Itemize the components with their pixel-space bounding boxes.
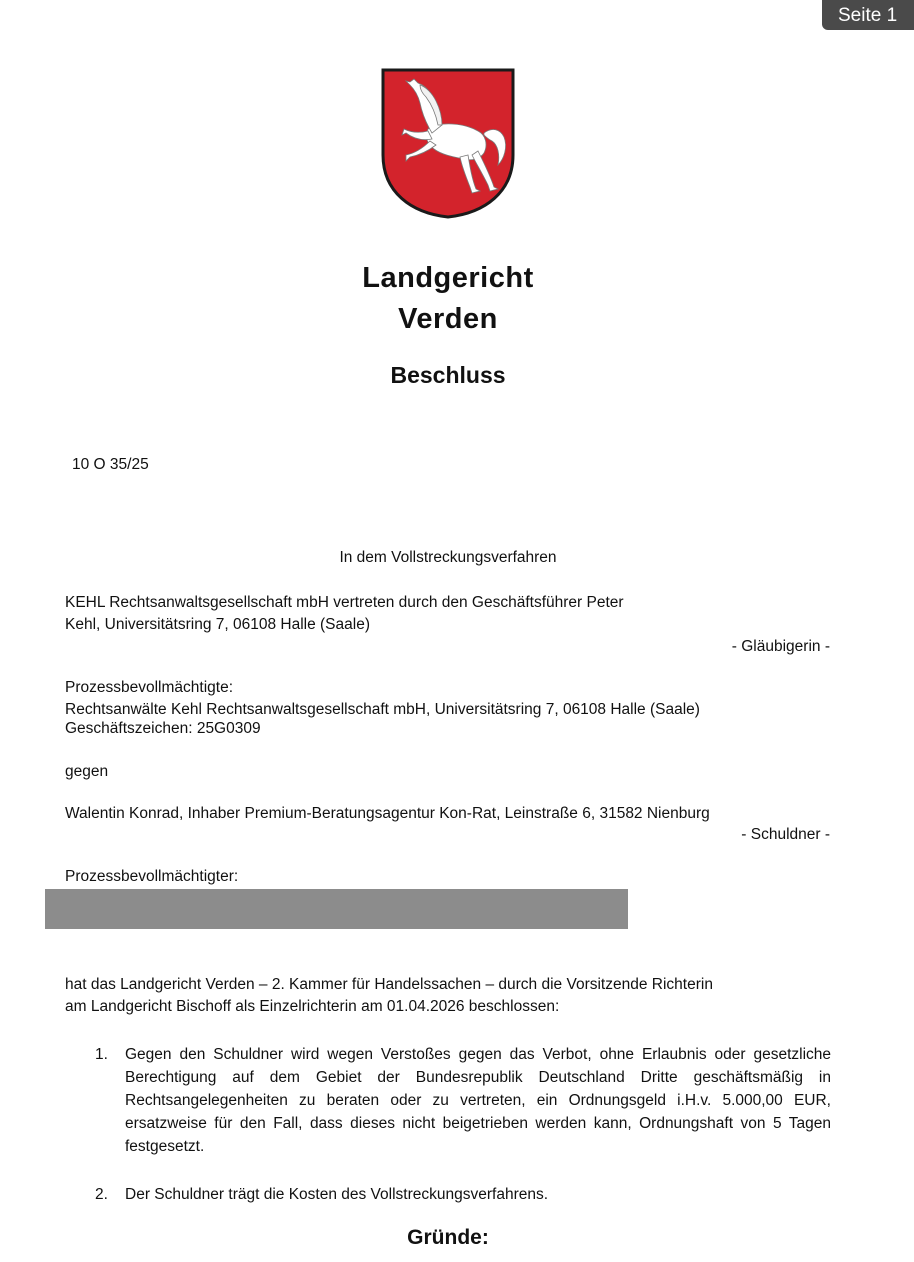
redacted-block [45,889,628,929]
case-number: 10 O 35/25 [72,456,149,473]
creditor-role: - Gläubigerin - [731,638,830,655]
list-item [95,1043,831,1158]
creditor-counsel-label: Prozessbevollmächtigte: [65,679,233,696]
document-title: Beschluss [390,362,506,388]
list-item-number: 1. [95,1046,108,1063]
against-label: gegen [65,763,109,780]
debtor-role: - Schuldner - [741,826,830,843]
ruling-paragraph [65,974,831,1018]
creditor-counsel-line1: Rechtsanwälte Kehl Rechtsanwaltsgesellschaft mbH, Universitätsring 7, 06108 Halle (Saale) [65,701,700,718]
creditor-counsel-reference: Geschäftszeichen: 25G0309 [65,720,261,737]
creditor-line1: KEHL Rechtsanwaltsgesellschaft mbH vertreten durch den Geschäftsführer Peter [65,594,624,611]
reasons-heading: Gründe: [407,1226,489,1249]
list-item-text: Gegen den Schuldner wird wegen Verstoßes gegen das Verbot, ohne Erlaubnis oder gesetzliche Berechtigung auf dem Gebiet der Bundesrepublik Deutschland Dritte geschäftsmäßig in Rechtsangelegenheiten zu beraten oder zu vertreten, ein Ordnungsgeld i.H.v. 5.000,00 EUR, ersatzweise für den Fall, dass dieses nicht beigetrieben werden kann, Ordnungshaft von 5 Tagen festgesetzt. [125,1046,831,1155]
ruling-line1: hat das Landgericht Verden – 2. Kammer für Handelssachen – durch die Vorsitzende Richterin [65,976,713,993]
debtor-line1: Walentin Konrad, Inhaber Premium-Beratungsagentur Kon-Rat, Leinstraße 6, 31582 Nienburg [65,805,710,822]
lower-saxony-horse-crest-icon [380,67,516,219]
creditor-line2: Kehl, Universitätsring 7, 06108 Halle (Saale) [65,616,370,633]
list-item [95,1183,831,1206]
proceeding-intro: In dem Vollstreckungsverfahren [339,549,557,566]
debtor-counsel-label: Prozessbevollmächtigter: [65,868,239,885]
court-name-line2: Verden [398,303,498,335]
court-name-line1: Landgericht [362,262,534,294]
page-number-badge: Seite 1 [822,0,914,30]
list-item-number: 2. [95,1186,108,1203]
list-item-text: Der Schuldner trägt die Kosten des Vollstreckungsverfahrens. [125,1186,549,1203]
ruling-line2: am Landgericht Bischoff als Einzelrichterin am 01.04.2026 beschlossen: [65,998,560,1015]
